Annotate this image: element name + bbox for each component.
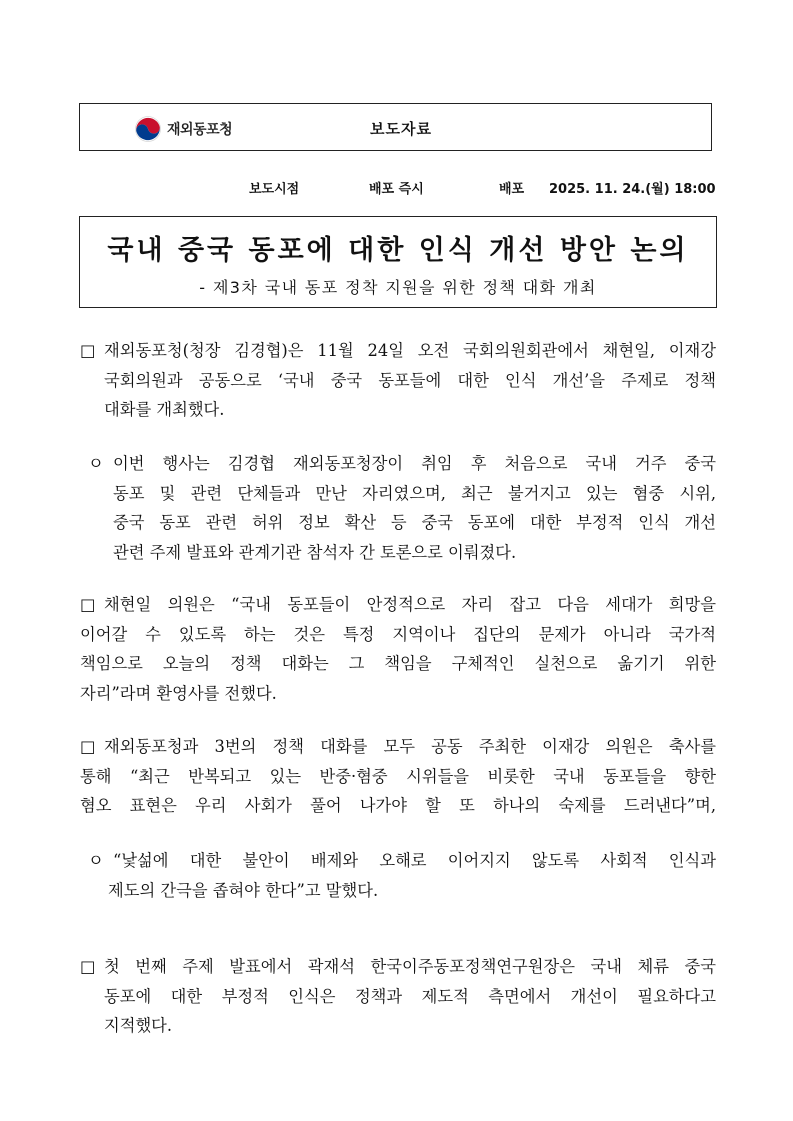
para-line: 재외동포청과 3번의 정책 대화를 모두 공동 주최한 이재강 의원은 축사를	[104, 737, 716, 756]
release-time-value: 배포 즉시	[369, 182, 424, 197]
para-line: 중국 동포 관련 허위 정보 확산 등 중국 동포에 대한 부정적 인식 개선	[113, 513, 716, 532]
title-box	[79, 216, 717, 308]
square-bullet: □	[80, 595, 96, 614]
square-bullet: □	[80, 737, 96, 756]
taegeuk-logo-icon	[134, 115, 162, 143]
para-line: 동포에 대한 부정적 인식은 정책과 제도적 측면에서 개선이 필요하다고	[104, 986, 716, 1006]
circle-bullet: ㅇ	[88, 851, 104, 870]
doc-type-title: 보도자료	[370, 120, 432, 138]
para-line: 재외동포청(청장 김경협)은 11월 24일 오전 국회의원회관에서 채현일, 이재강	[104, 341, 716, 360]
release-date-value: 2025. 11. 24.(월) 18:00	[549, 182, 716, 197]
release-time-label: 보도시점	[249, 182, 300, 197]
release-date-label: 배포	[499, 182, 525, 197]
square-bullet: □	[80, 957, 96, 976]
square-bullet: □	[80, 341, 96, 360]
header-box	[79, 103, 712, 151]
para-line: 책임으로 오늘의 정책 대화는 그 책임을 구체적인 실천으로 옮기기 위한	[80, 654, 716, 673]
para-line: 대화를 개최했다.	[104, 400, 225, 419]
para-line: 첫 번째 주제 발표에서 곽재석 한국이주동포정책연구원장은 국내 체류 중국	[104, 957, 716, 976]
para-line: 혐오 표현은 우리 사회가 풀어 나가야 할 또 하나의 숙제를 드러낸다”며,	[80, 796, 716, 815]
para-line: 지적했다.	[104, 1016, 173, 1035]
para-line: 이어갈 수 있도록 하는 것은 특정 지역이나 집단의 문제가 아니라 국가적	[80, 624, 716, 644]
agency-name: 재외동포청	[167, 122, 233, 138]
main-title: 국내 중국 동포에 대한 인식 개선 방안 논의	[107, 235, 689, 266]
para-line: 제도의 간극을 좁혀야 한다”고 말했다.	[108, 880, 379, 900]
agency-logo	[134, 115, 232, 143]
para-line: “낯섦에 대한 불안이 배제와 오해로 이어지지 않도록 사회적 인식과	[113, 851, 716, 870]
sub-title: - 제3차 국내 동포 정착 지원을 위한 정책 대화 개최	[199, 278, 597, 297]
para-line: 통해 “최근 반복되고 있는 반중·혐중 시위들을 비롯한 국내 동포들을 향한	[80, 766, 716, 786]
para-line: 국회의원과 공동으로 ‘국내 중국 동포들에 대한 인식 개선’을 주제로 정책	[104, 370, 716, 390]
para-line: 이번 행사는 김경협 재외동포청장이 취임 후 처음으로 국내 거주 중국	[113, 454, 716, 473]
para-line: 자리”라며 환영사를 전했다.	[80, 683, 277, 703]
circle-bullet: ㅇ	[88, 454, 104, 473]
para-line: 동포 및 관련 단체들과 만난 자리였으며, 최근 불거지고 있는 혐중 시위,	[113, 483, 716, 503]
para-line: 채현일 의원은 “국내 동포들이 안정적으로 자리 잡고 다음 세대가 희망을	[104, 595, 716, 614]
para-line: 관련 주제 발표와 관계기관 참석자 간 토론으로 이뤄졌다.	[113, 542, 517, 562]
